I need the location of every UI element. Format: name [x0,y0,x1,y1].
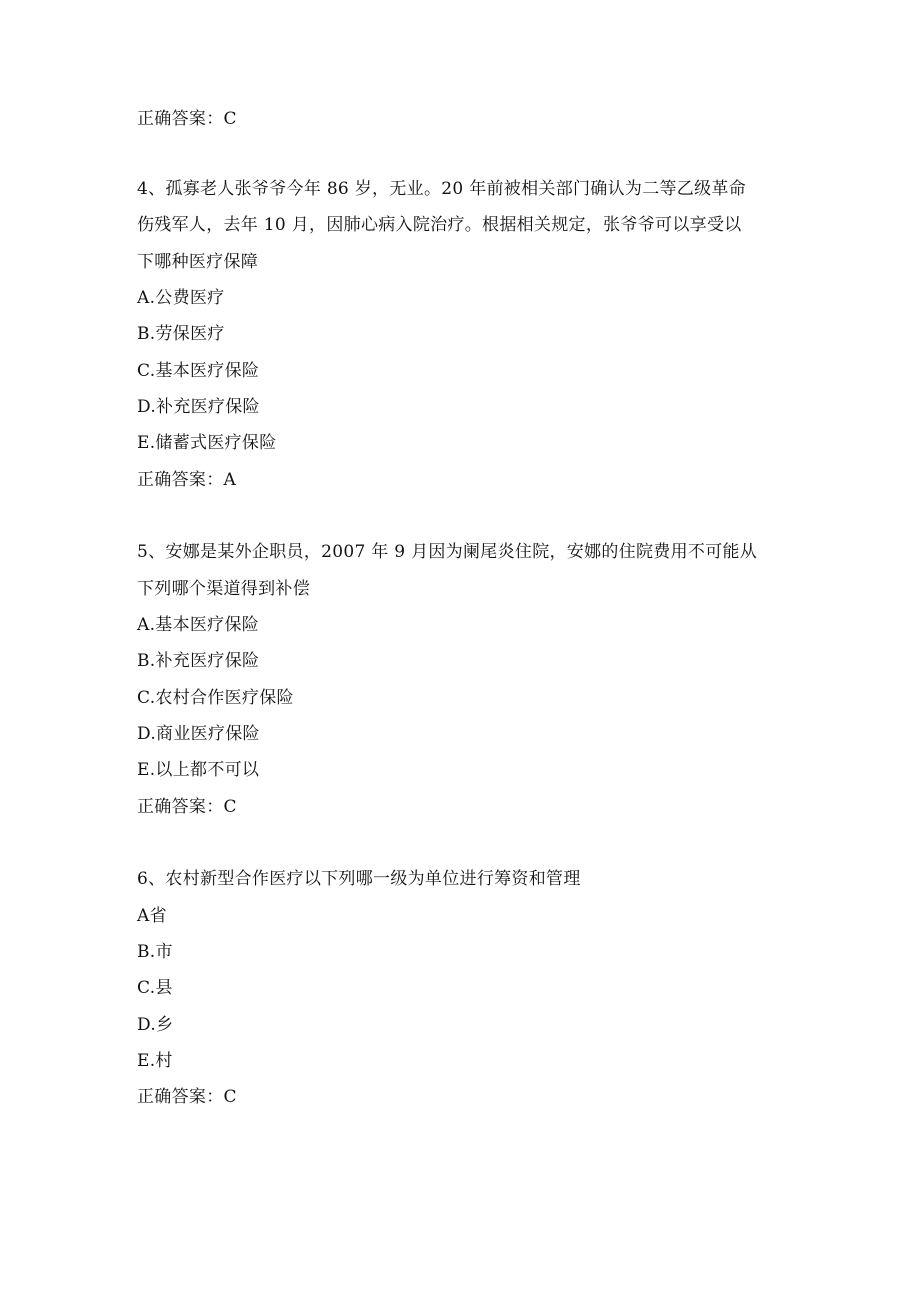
question-4-option-e: E.储蓄式医疗保险 [137,433,277,453]
question-5-option-c: C.农村合作医疗保险 [137,688,294,708]
question-6-answer: 正确答案：C [137,1087,237,1107]
question-5-stem-line-2: 下列哪个渠道得到补偿 [137,579,310,599]
question-6-option-a: A省 [137,906,167,926]
question-4-answer: 正确答案：A [137,470,237,490]
question-4-stem-line-3: 下哪种医疗保障 [137,252,259,272]
question-6-option-d: D.乡 [137,1015,174,1035]
question-4-stem-line-1: 4、孤寡老人张爷爷今年 86 岁，无业。20 年前被相关部门确认为二等乙级革命 [137,179,746,199]
question-4-option-b: B.劳保医疗 [137,324,225,344]
question-5-option-d: D.商业医疗保险 [137,724,260,744]
question-5-answer: 正确答案：C [137,797,237,817]
previous-answer: 正确答案：C [137,109,237,129]
question-4-option-d: D.补充医疗保险 [137,397,260,417]
question-6-option-c: C.县 [137,978,173,998]
question-4-option-c: C.基本医疗保险 [137,361,260,381]
question-6-stem-line-1: 6、农村新型合作医疗以下列哪一级为单位进行筹资和管理 [137,869,581,889]
question-5-option-a: A.基本医疗保险 [137,615,260,635]
question-4-stem-line-2: 伤残军人，去年 10 月，因肺心病入院治疗。根据相关规定，张爷爷可以享受以 [137,215,742,235]
question-5-option-b: B.补充医疗保险 [137,651,260,671]
question-6-option-b: B.市 [137,942,173,962]
question-5-stem-line-1: 5、安娜是某外企职员，2007 年 9 月因为阑尾炎住院，安娜的住院费用不可能从 [137,542,758,562]
question-6-option-e: E.村 [137,1051,173,1071]
question-5-option-e: E.以上都不可以 [137,760,260,780]
question-4-option-a: A.公费医疗 [137,288,225,308]
